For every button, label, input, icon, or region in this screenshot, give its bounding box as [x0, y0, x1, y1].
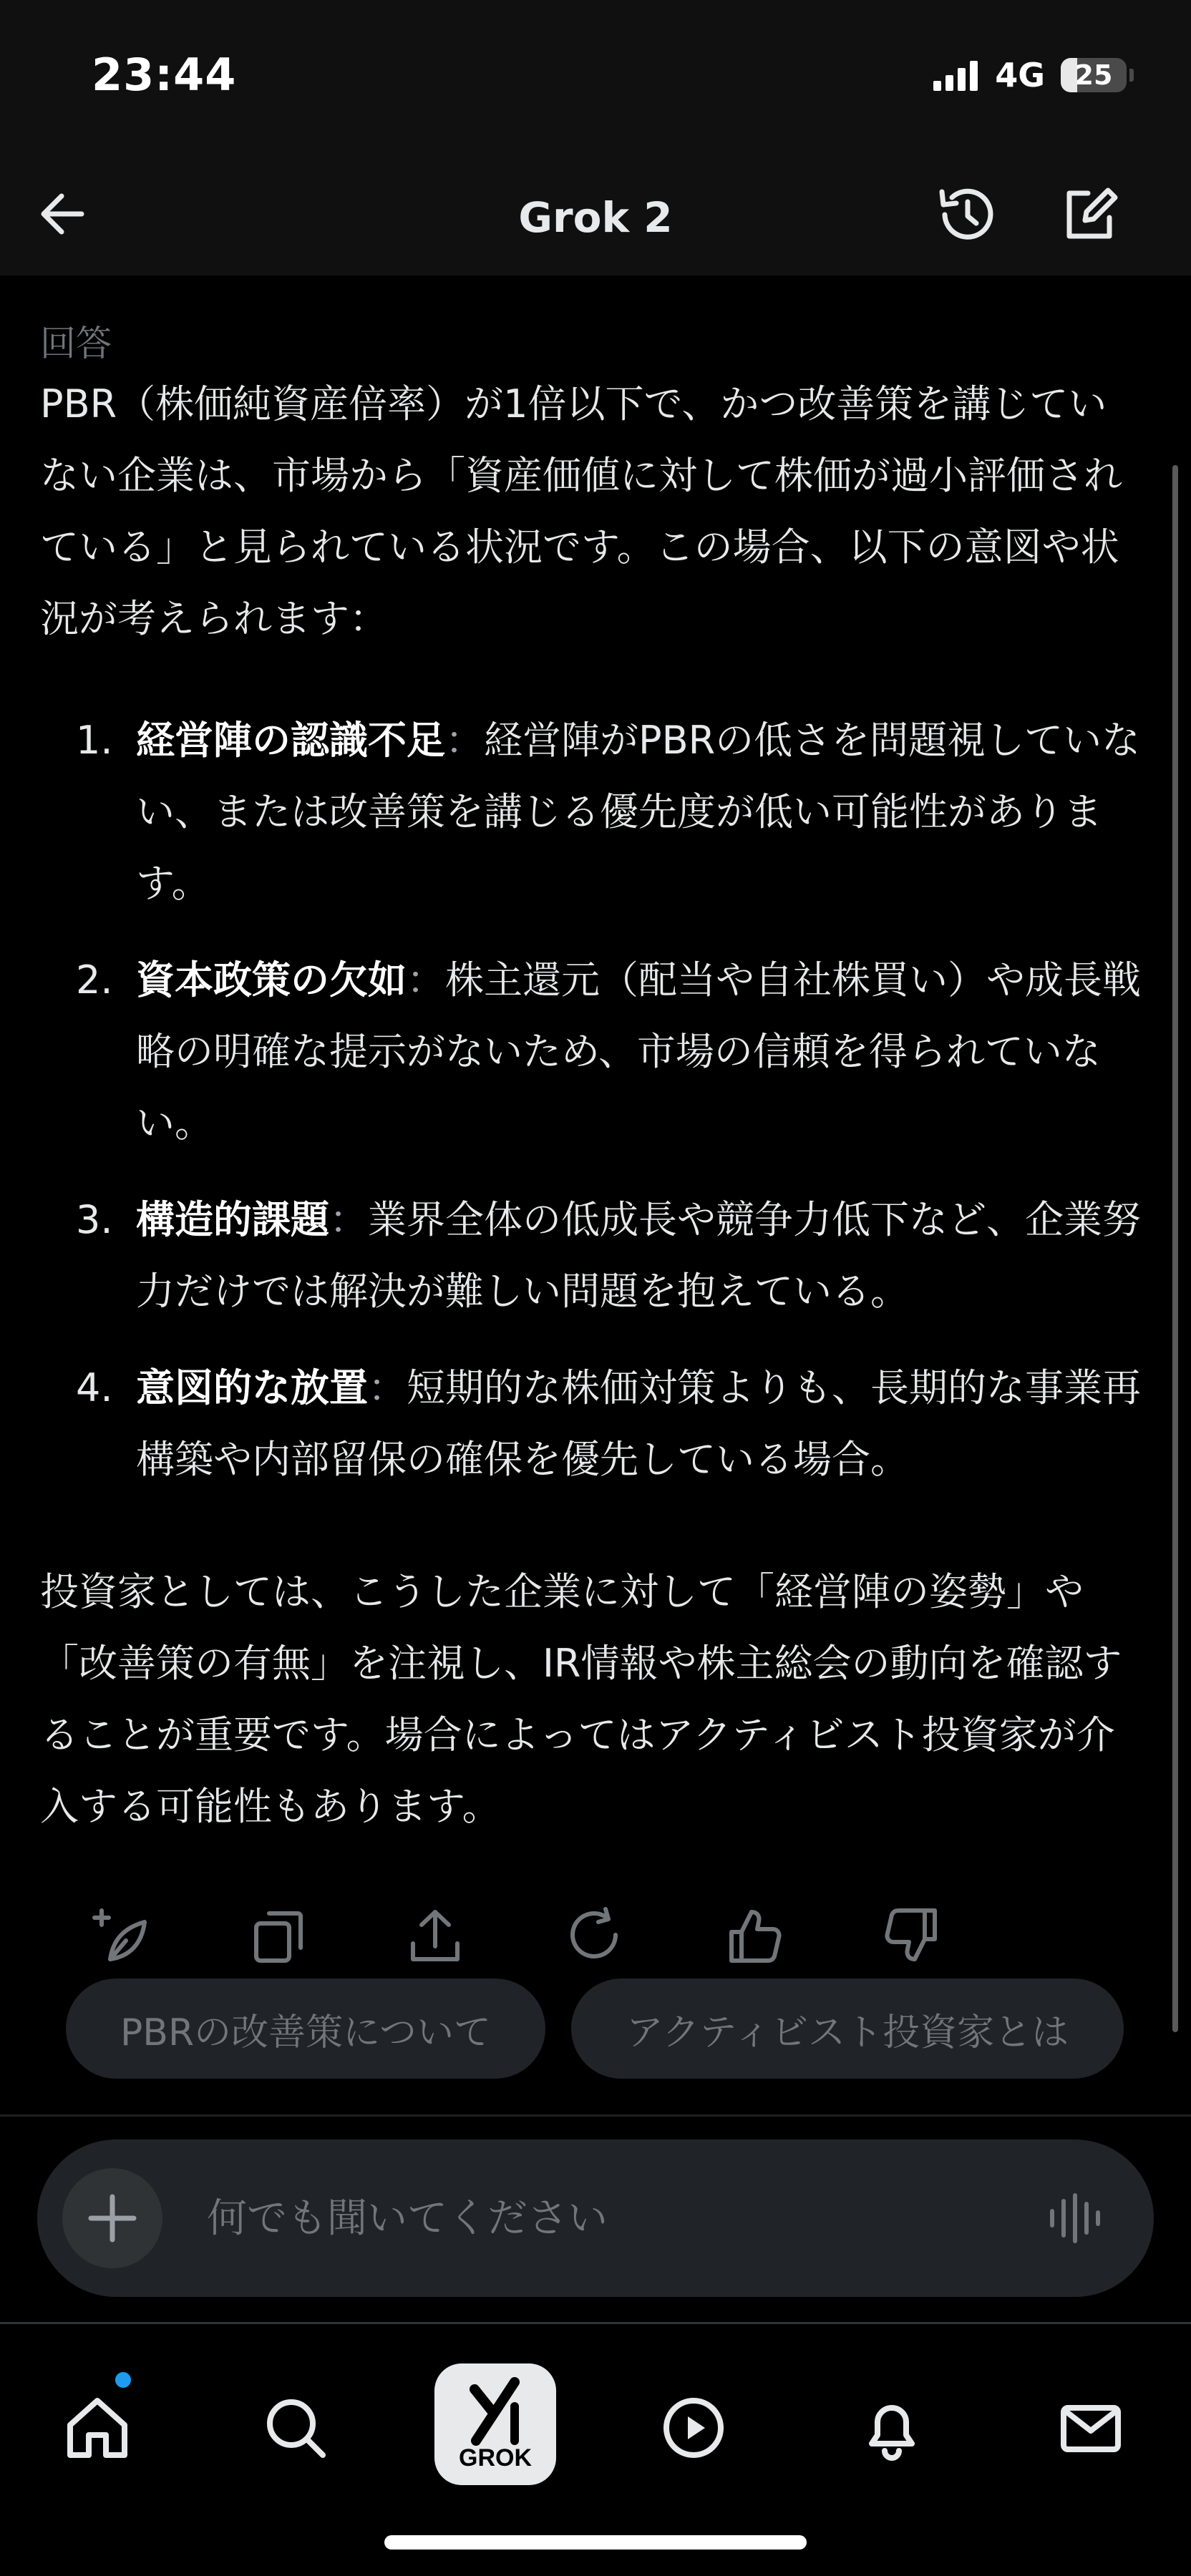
list-item-title: 経営陣の認識不足	[136, 718, 445, 763]
list-item-text: 短期的な株価対策よりも、長期的な事業再構築や内部留保の確保を優先している場合。	[136, 1365, 1141, 1482]
list-item-title: 資本政策の欠如	[136, 957, 407, 1002]
history-icon[interactable]	[929, 179, 1001, 250]
scrollbar[interactable]	[1172, 465, 1178, 2032]
battery-tip	[1129, 69, 1134, 82]
network-type: 4G	[995, 56, 1045, 94]
home-indicator	[384, 2535, 807, 2550]
answer-outro: 投資家としては、こうした企業に対して「経営陣の姿勢」や「改善策の有無」を注視し、IR情報や株主総会の動向を確認することが重要です。場合によってはアクティビスト投資家が介入する可能性もあります。	[40, 1569, 1122, 1829]
search-icon[interactable]	[260, 2392, 331, 2464]
list-number: 4.	[76, 1365, 113, 1410]
list-item-text: 業界全体の低成長や競争力低下など、企業努力だけでは解決が難しい問題を抱えている。	[136, 1197, 1141, 1314]
list-item-title: 意図的な放置	[136, 1365, 368, 1410]
plus-icon	[62, 2168, 162, 2268]
suggestion-chip[interactable]: PBRの改善策について	[66, 1979, 545, 2079]
home-icon[interactable]	[62, 2392, 133, 2464]
share-icon[interactable]	[403, 1903, 467, 1968]
list-number: 3.	[76, 1197, 113, 1242]
answer-label: 回答	[40, 323, 112, 364]
play-icon[interactable]	[658, 2392, 729, 2464]
page-title: Grok 2	[518, 193, 673, 242]
separator: ：	[329, 1197, 368, 1242]
battery-level: 25	[1074, 59, 1113, 91]
attach-button[interactable]	[62, 2168, 162, 2268]
list-item-text: 経営陣がPBRの低さを問題視していない、または改善策を講じる優先度が低い可能性があります。	[136, 718, 1141, 906]
header	[0, 150, 1191, 275]
copy-icon[interactable]	[246, 1903, 311, 1968]
grok-label: GROK	[459, 2444, 532, 2472]
list-item-text: 株主還元（配当や自社株買い）や成長戦略の明確な提示がないため、市場の信頼を得られていない。	[136, 957, 1141, 1146]
list-number: 1.	[76, 718, 113, 763]
compose-icon[interactable]	[1054, 179, 1125, 250]
grok-tab[interactable]	[434, 2363, 556, 2485]
list-number: 2.	[76, 957, 113, 1002]
signal-icon	[933, 59, 978, 91]
composer	[37, 2140, 1154, 2297]
separator: ：	[407, 957, 445, 1002]
bell-icon[interactable]	[856, 2392, 928, 2464]
suggestion-chip[interactable]: アクティビスト投資家とは	[571, 1979, 1124, 2079]
status-indicators	[933, 57, 1134, 93]
answer-intro: PBR（株価純資産倍率）が1倍以下で、かつ改善策を講じていない企業は、市場から「資産価値に対して株価が過小評価されている」と見られている状況です。この場合、以下の意図や状況が考えられます：	[40, 381, 1122, 641]
voice-icon[interactable]	[1039, 2182, 1111, 2254]
message-input[interactable]	[205, 2179, 993, 2258]
message-actions	[0, 1903, 1191, 1982]
notification-dot	[113, 2370, 133, 2390]
mail-icon[interactable]	[1055, 2392, 1127, 2464]
separator: ：	[368, 1365, 407, 1410]
chat-content[interactable]	[0, 275, 1191, 2114]
list-item-title: 構造的課題	[136, 1197, 329, 1242]
grok-icon	[434, 2363, 556, 2457]
thumbs-up-icon[interactable]	[721, 1903, 786, 1968]
status-bar	[0, 0, 1191, 150]
regenerate-leaf-icon[interactable]	[89, 1903, 153, 1968]
thumbs-down-icon[interactable]	[880, 1903, 945, 1968]
refresh-icon[interactable]	[563, 1903, 627, 1968]
status-time: 23:44	[92, 49, 237, 101]
divider	[0, 2114, 1191, 2117]
separator: ：	[445, 718, 484, 763]
battery-icon	[1061, 58, 1127, 92]
